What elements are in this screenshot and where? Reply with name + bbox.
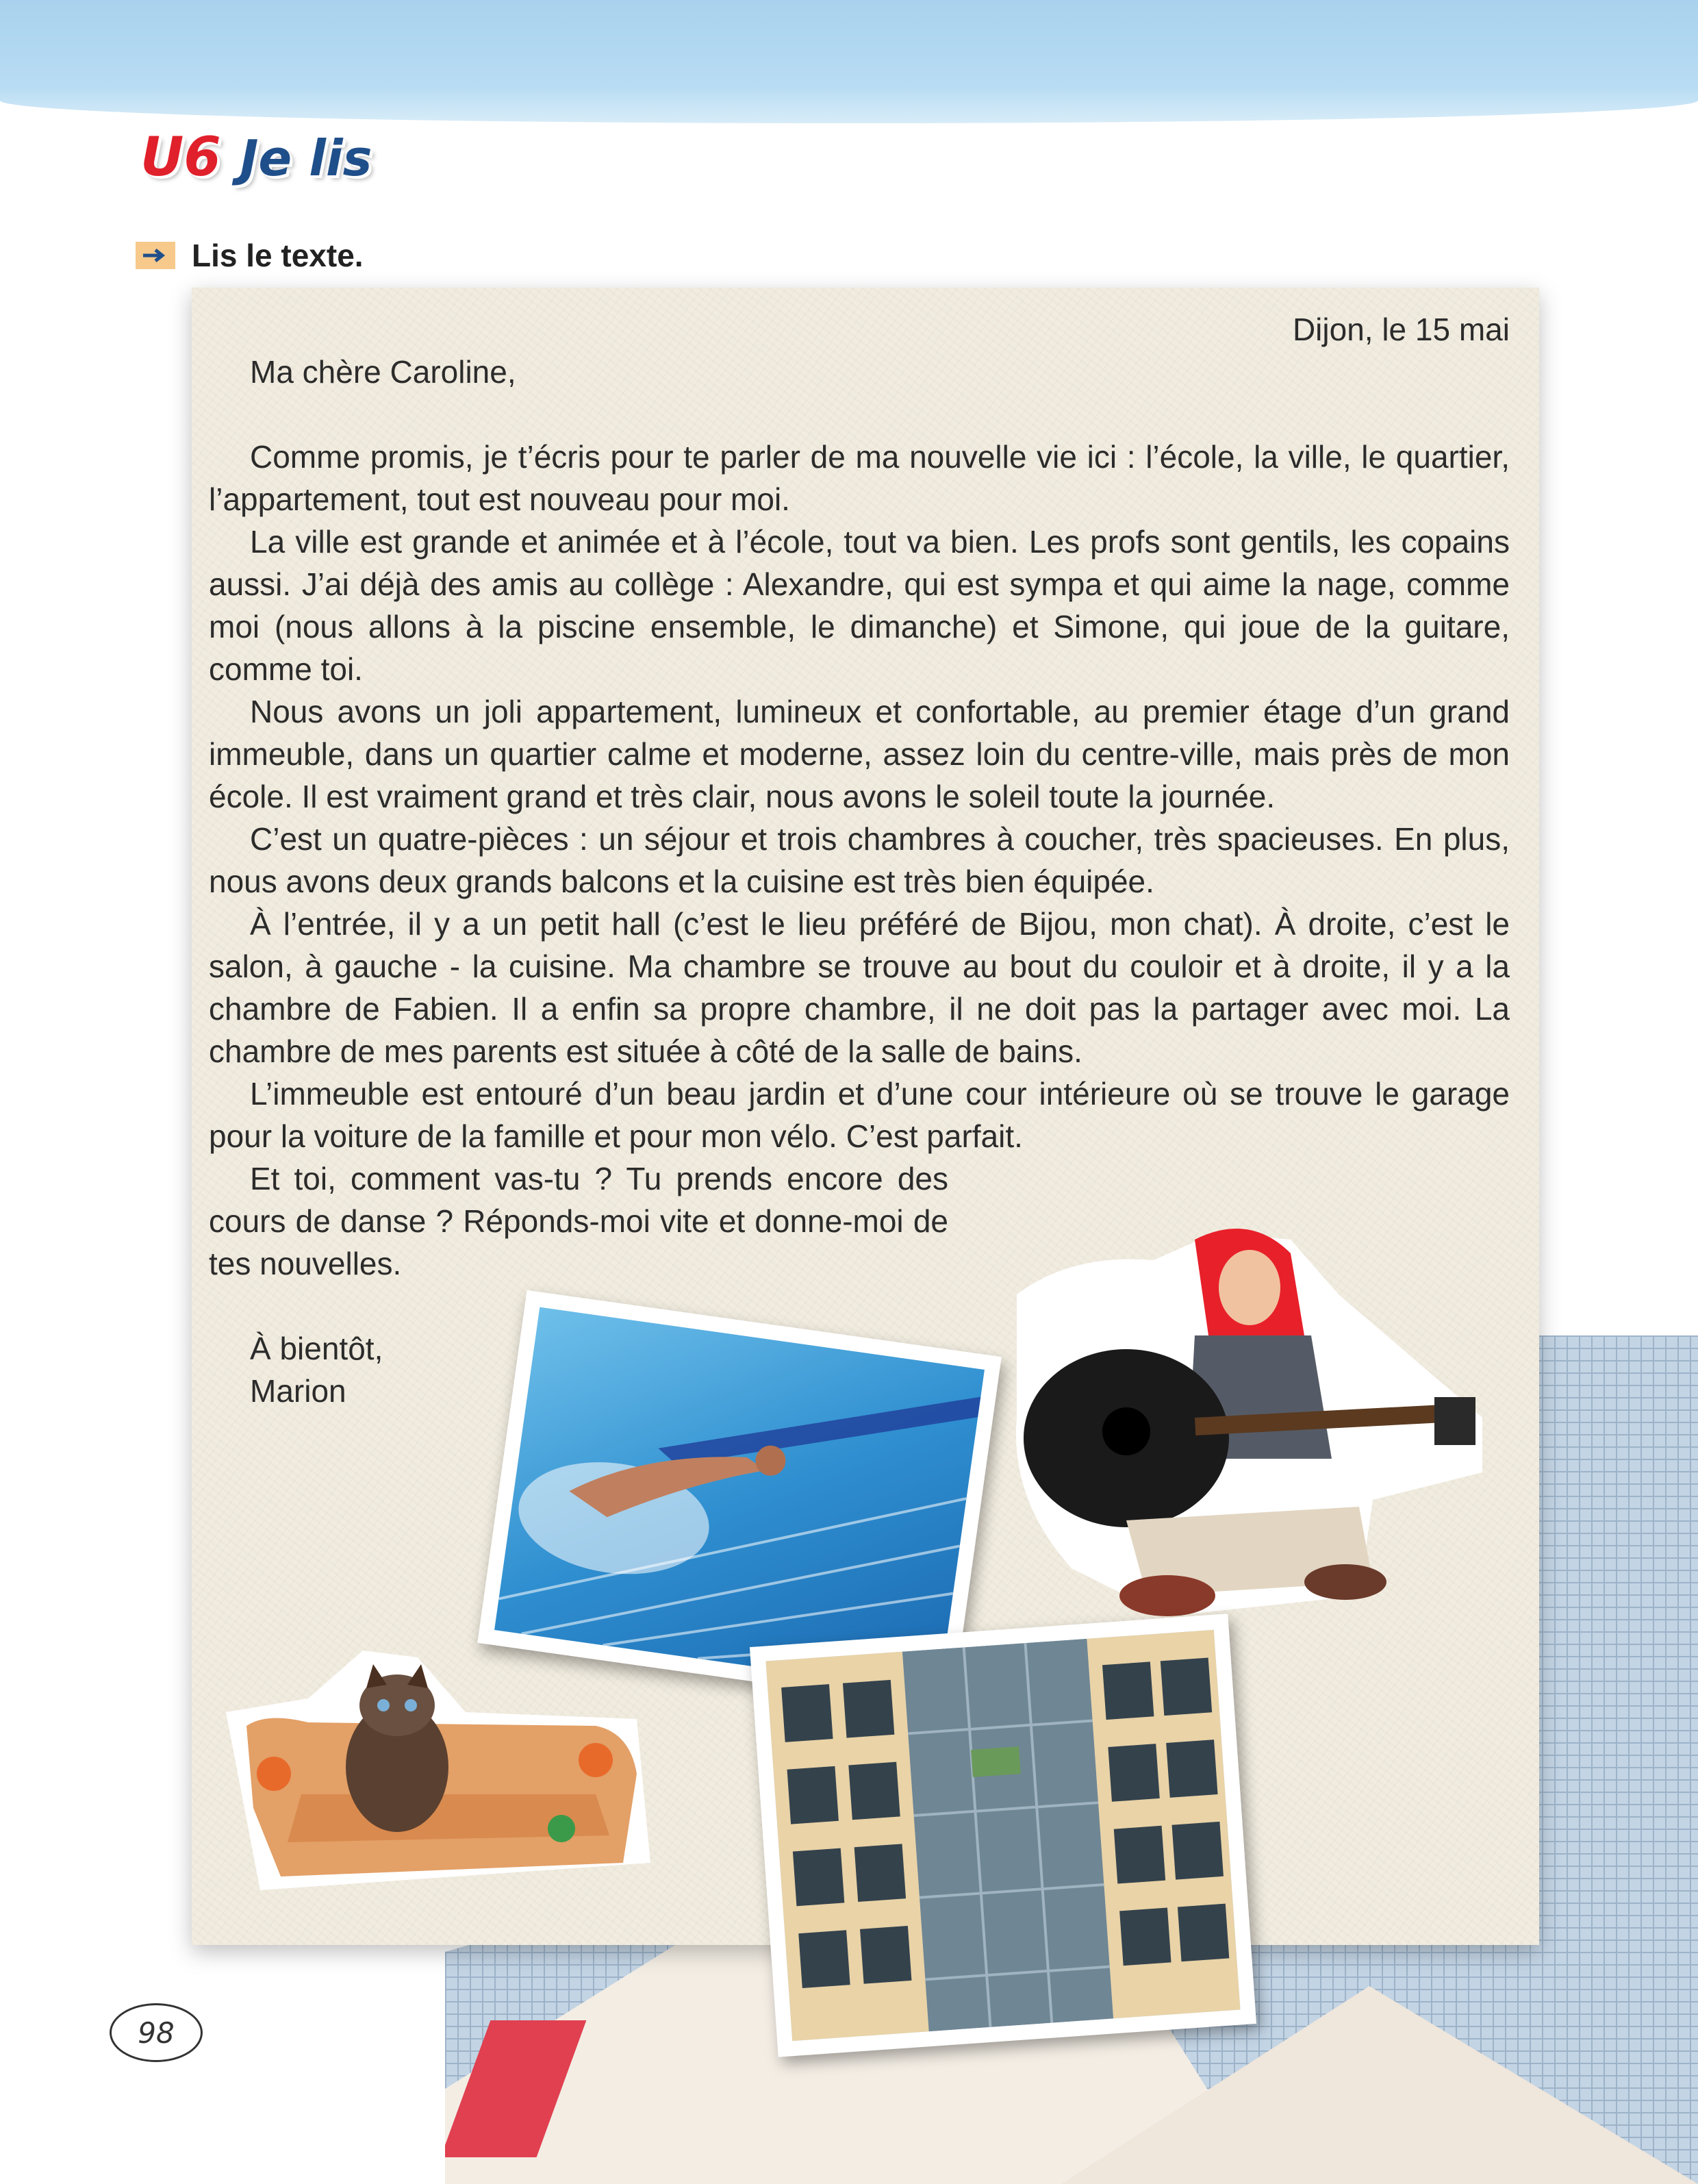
section-title: Je lis	[240, 129, 372, 187]
page-number: 98	[110, 2003, 203, 2062]
girl-with-guitar-photo	[989, 1212, 1523, 1637]
instruction	[136, 237, 364, 274]
apartment-building-photo	[750, 1614, 1256, 2057]
unit-title	[140, 127, 372, 195]
letter-paragraph: À l’entrée, il y a un petit hall (c’est le lieu préféré de Bijou, mon chat). À droite, c’est le salon, à gauche - la cuisine. Ma chambre se trouve au bout du couloir et à droite, il y a la chambre de Fabien. Il a enfin sa propre chambre, il ne doit pas la partager avec moi. La chambre de mes parents est située à côté de la salle de bains.	[209, 906, 1510, 1069]
letter-paragraph: C’est un quatre-pièces : un séjour et trois chambres à coucher, très spacieuses. En plus, nous avons deux grands balcons et la cuisine est très bien équipée.	[209, 821, 1510, 899]
unit-code: U6	[140, 127, 221, 188]
letter-closing: À bientôt,	[250, 1331, 383, 1366]
letter-signature: Marion	[250, 1373, 346, 1409]
letter-salutation: Ma chère Caroline,	[250, 354, 516, 390]
arrow-right-icon	[136, 242, 175, 269]
letter-paragraph: Comme promis, je t’écris pour te parler de ma nouvelle vie ici : l’école, la ville, le quartier, l’appartement, tout est nouveau pour moi.	[209, 439, 1510, 517]
cat-on-sofa-photo	[226, 1637, 650, 1890]
letter-paragraph: Nous avons un joli appartement, lumineux et confortable, au premier étage d’un grand immeuble, dans un quartier calme et moderne, assez loin du centre-ville, mais près de mon école. Il est vraiment grand et très clair, nous avons le soleil toute la journée.	[209, 694, 1510, 814]
instruction-text: Lis le texte.	[192, 238, 364, 273]
letter-paragraph: L’immeuble est entouré d’un beau jardin et d’une cour intérieure où se trouve le garage pour la voiture de la famille et pour mon vélo. C’est parfait.	[209, 1076, 1510, 1154]
letter-paragraph: Et toi, comment vas-tu ? Tu prends encore des cours de danse ? Réponds-moi vite et donne-moi de tes nouvelles.	[209, 1161, 948, 1281]
letter-paragraph: La ville est grande et animée et à l’école, tout va bien. Les profs sont gentils, les copains aussi. J’ai déjà des amis au collège : Alexandre, qui est sympa et qui aime la nage, comme moi (nous allons à la piscine ensemble, le dimanche) et Simone, qui joue de la guitare, comme toi.	[209, 524, 1510, 687]
top-sky-band	[0, 0, 1698, 123]
letter-date: Dijon, le 15 mai	[1292, 312, 1510, 347]
